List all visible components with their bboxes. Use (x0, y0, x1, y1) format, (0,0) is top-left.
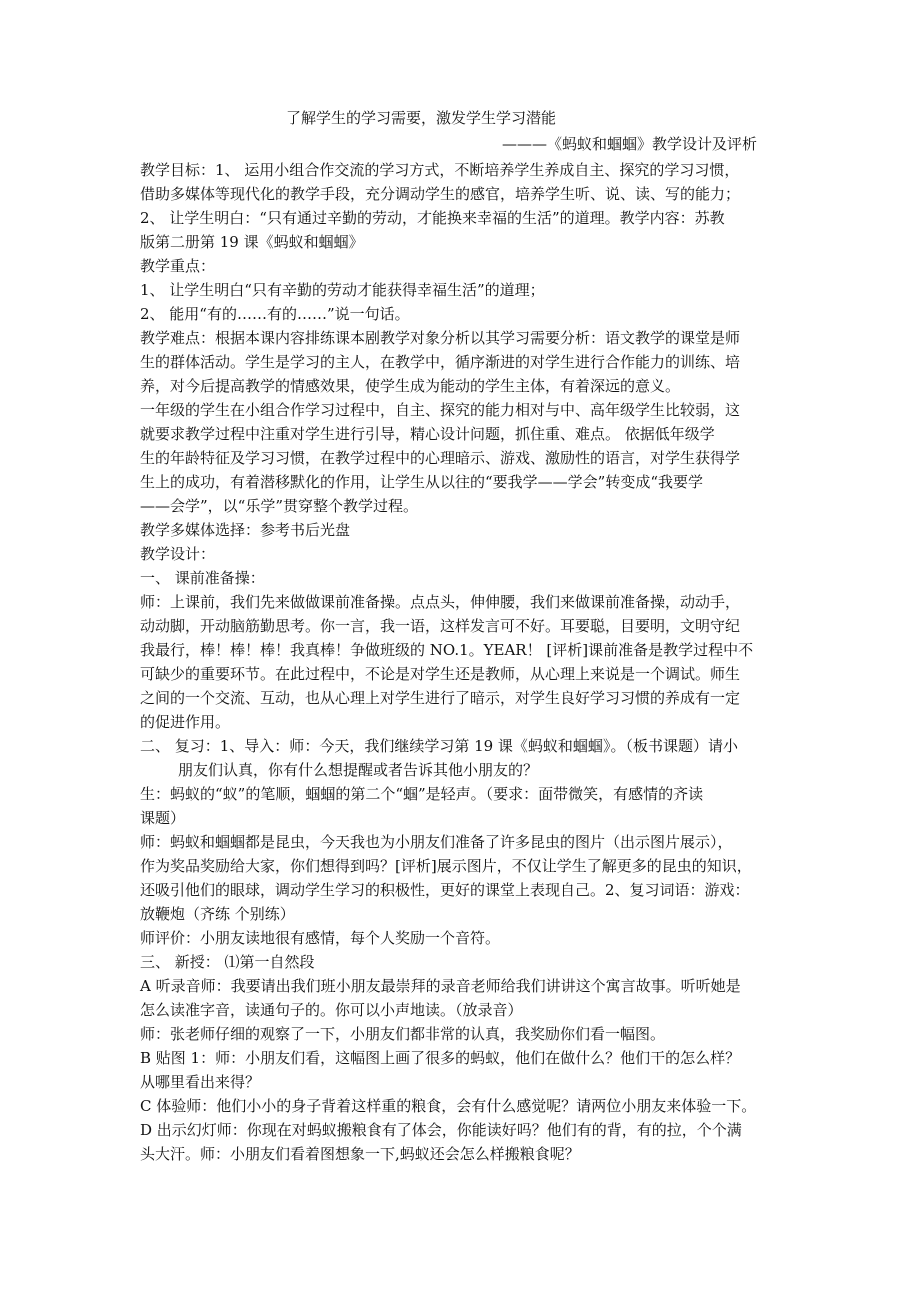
text-line: D 出示幻灯师：你现在对蚂蚁搬粮食有了体会，你能读好吗？他们有的背，有的拉，个个满 (140, 1121, 742, 1139)
text-line: 2、 能用“有的……有的……”说一句话。 (140, 305, 410, 323)
text-line: 养，对今后提高教学的情感效果，使学生成为能动的学生主体，有着深远的意义。 (140, 377, 681, 395)
text-line: 师：蚂蚁和蝈蝈都是昆虫，今天我也为小朋友们准备了许多昆虫的图片（出示图片展示）， (140, 833, 733, 851)
text-line: 生上的成功，有着潜移默化的作用，让学生从以往的“要我学——学会”转变成“我要学 (140, 473, 704, 491)
text-line: 一年级的学生在小组合作学习过程中，自主、探究的能力相对与中、高年级学生比较弱，这 (140, 401, 741, 419)
text-line: ——会学”，以“乐学”贯穿整个教学过程。 (140, 497, 419, 515)
text-line: C 体验师：他们小小的身子背着这样重的粮食，会有什么感觉呢？请两位小朋友来体验一下。 (140, 1097, 757, 1115)
text-line: 朋友们认真，你有什么想提醒或者告诉其他小朋友的？ (178, 761, 539, 779)
text-line: 教学多媒体选择：参考书后光盘 (140, 521, 351, 539)
text-line: 教学难点：根据本课内容排练课本剧教学对象分析以其学习需要分析：语文教学的课堂是师 (140, 329, 741, 347)
text-line: 三、 新授： ⑴第一自然段 (140, 953, 315, 971)
text-line: 生的年龄特征及学习习惯，在教学过程中的心理暗示、游戏、激励性的语言，对学生获得学 (140, 449, 741, 467)
document-body (140, 158, 790, 1166)
text-line: 就要求教学过程中注重对学生进行引导，精心设计问题，抓住重、难点。 依据低年级学 (140, 425, 715, 443)
text-line: 作为奖品奖励给大家，你们想得到吗？[评析]展示图片，不仅让学生了解更多的昆虫的知识， (140, 857, 752, 875)
text-line: 版第二册第 19 课《蚂蚁和蝈蝈》 (140, 233, 364, 251)
text-line: 2、 让学生明白：“只有通过辛勤的劳动，才能换来幸福的生活”的道理。教学内容：苏教 (140, 209, 725, 227)
text-line: 可缺少的重要环节。在此过程中，不论是对学生还是教师，从心理上来说是一个调试。师生 (140, 665, 741, 683)
text-line: 从哪里看出来得？ (140, 1073, 261, 1091)
text-line: 借助多媒体等现代化的教学手段，充分调动学生的感官，培养学生听、说、读、写的能力； (140, 185, 741, 203)
text-line: 教学设计： (140, 545, 216, 563)
text-line: 教学重点： (140, 257, 216, 275)
text-line: 还吸引他们的眼球，调动学生学习的积极性，更好的课堂上表现自己。2、复习词语：游戏： (140, 881, 750, 899)
document-subtitle: ———《蚂蚁和蝈蝈》教学设计及评析 (502, 135, 758, 153)
text-line: 师：张老师仔细的观察了一下，小朋友们都非常的认真，我奖励你们看一幅图。 (140, 1025, 666, 1043)
text-line: 一、 课前准备操： (140, 569, 265, 587)
text-line: 1、 让学生明白“只有辛勤的劳动才能获得幸福生活”的道理； (140, 281, 545, 299)
text-line: 动动脚，开动脑筋勤思考。你一言，我一语，这样发言可不好。耳要聪，目要明，文明守纪 (140, 617, 741, 635)
text-line: 生：蚂蚁的“蚁”的笔顺，蝈蝈的第二个“蝈”是轻声。（要求：面带微笑，有感情的齐读 (140, 785, 704, 803)
text-line: 头大汗。师：小朋友们看着图想象一下,蚂蚁还会怎么样搬粮食呢？ (140, 1145, 580, 1163)
text-line: 教学目标：1、 运用小组合作交流的学习方式，不断培养学生养成自主、探究的学习习惯， (140, 161, 740, 179)
text-line: 师：上课前，我们先来做做课前准备操。点点头，伸伸腰，我们来做课前准备操，动动手， (140, 593, 741, 611)
text-line: 怎么读准字音，读通句子的。你可以小声地读。（放录音） (140, 1001, 523, 1019)
text-line: 二、 复习：1、导入：师：今天，我们继续学习第 19 课《蚂蚁和蝈蝈》。（板书课题）请小 (140, 737, 738, 755)
text-line: 放鞭炮（齐练 个别练） (140, 905, 295, 923)
text-line: 师评价：小朋友读地很有感情，每个人奖励一个音符。 (140, 929, 501, 947)
text-line: 生的群体活动。学生是学习的主人，在教学中，循序渐进的对学生进行合作能力的训练、培 (140, 353, 741, 371)
text-line: 之间的一个交流、互动，也从心理上对学生进行了暗示，对学生良好学习习惯的养成有一定 (140, 689, 741, 707)
text-line: 的促进作用。 (140, 713, 231, 731)
text-line: 课题） (140, 809, 186, 827)
text-line: 我最行，棒！棒！棒！我真棒！争做班级的 NO.1。YEAR！ [评析]课前准备是教学过程中不 (140, 641, 754, 659)
text-line: B 贴图 1：师：小朋友们看，这幅图上画了很多的蚂蚁，他们在做什么？他们干的怎么样？ (140, 1049, 741, 1067)
document-title: 了解学生的学习需要，激发学生学习潜能 (286, 109, 557, 127)
text-line: A 听录音师：我要请出我们班小朋友最崇拜的录音老师给我们讲讲这个寓言故事。听听她是 (140, 977, 741, 995)
